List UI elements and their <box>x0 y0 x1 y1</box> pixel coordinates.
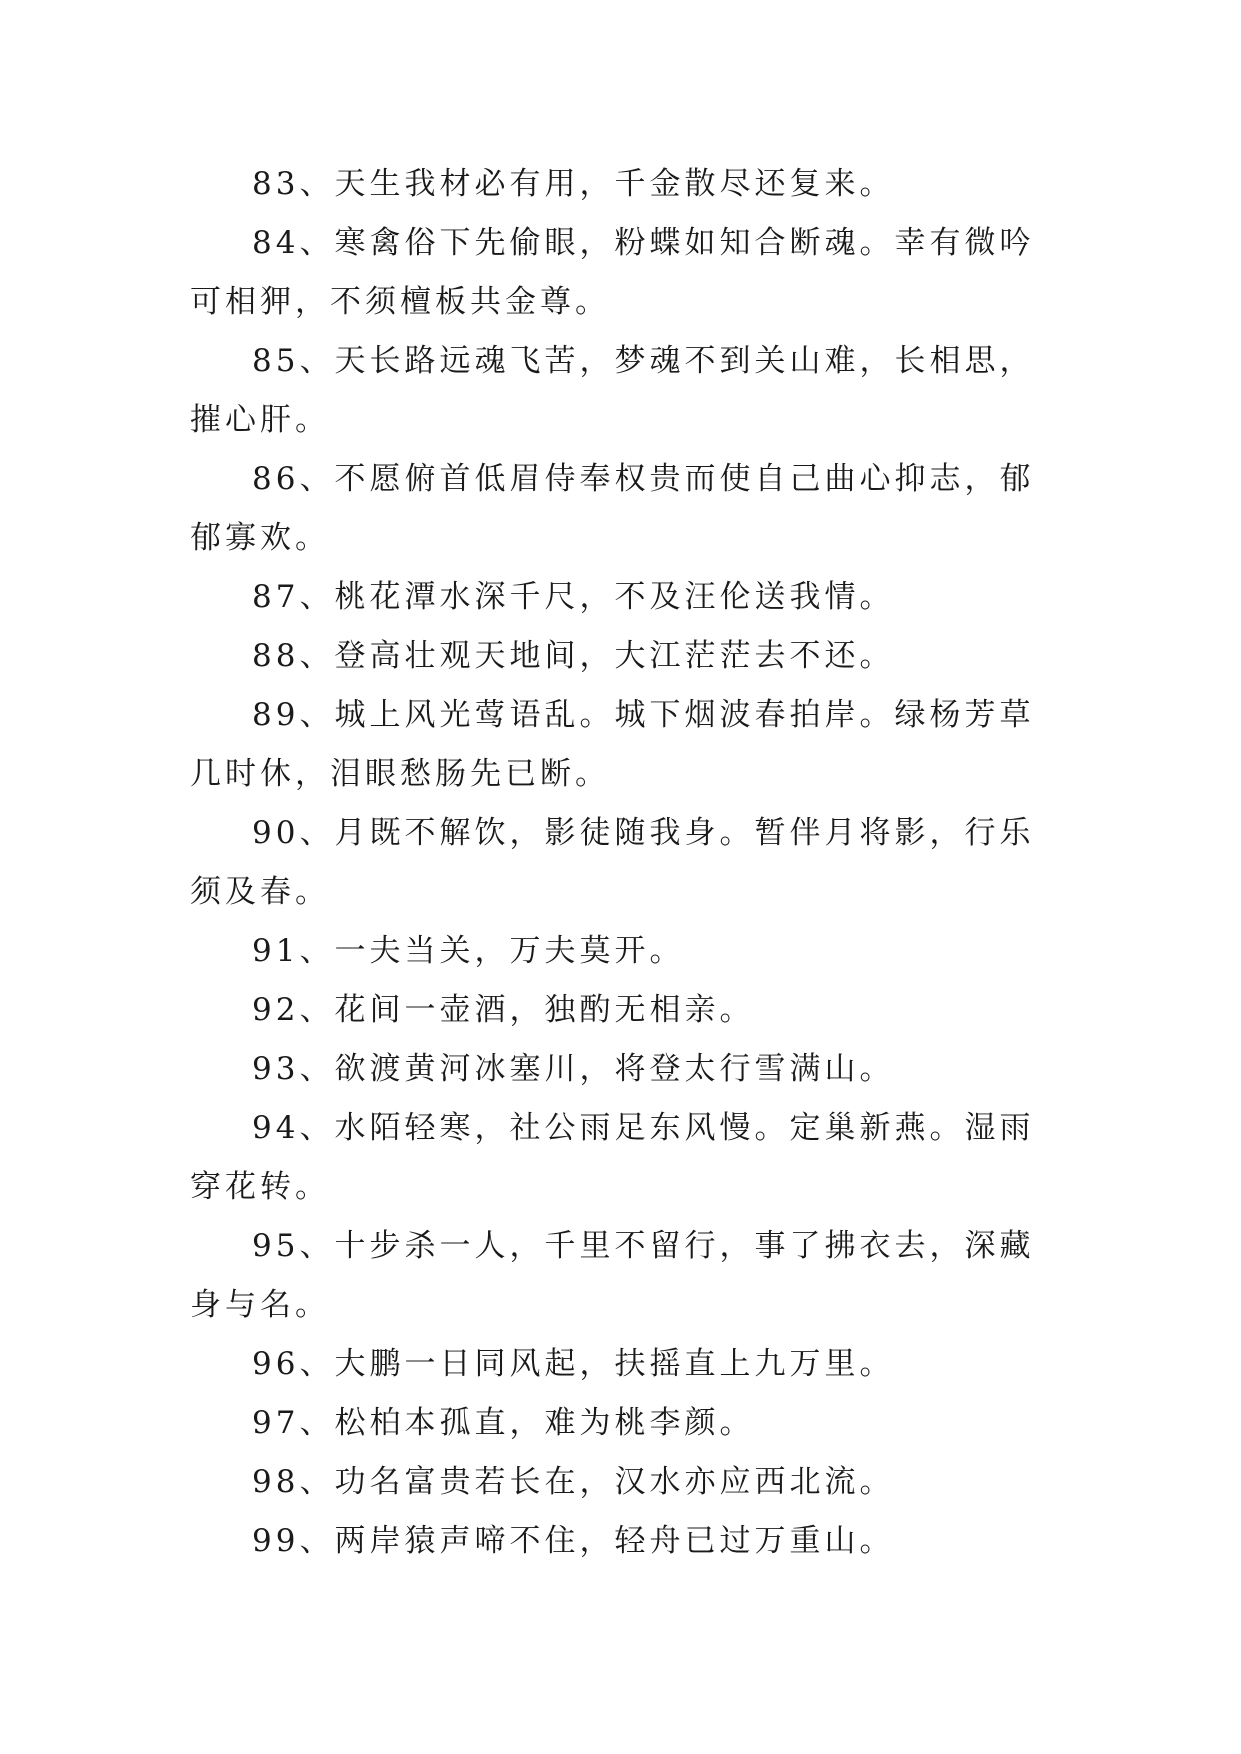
paragraph-96: 96、大鹏一日同风起，扶摇直上九万里。 <box>252 1346 895 1382</box>
paragraph-89: 89、城上风光莺语乱。城下烟波春拍岸。绿杨芳草几时休，泪眼愁肠先已断。 <box>190 697 1035 792</box>
paragraph-99: 99、两岸猿声啼不住，轻舟已过万重山。 <box>252 1523 895 1559</box>
paragraph-94: 94、水陌轻寒，社公雨足东风慢。定巢新燕。湿雨穿花转。 <box>190 1110 1035 1205</box>
paragraph-84: 84、寒禽俗下先偷眼，粉蝶如知合断魂。幸有微吟可相狎，不须檀板共金尊。 <box>190 225 1035 320</box>
paragraph-97: 97、松柏本孤直，难为桃李颜。 <box>252 1405 755 1441</box>
paragraph-91: 91、一夫当关，万夫莫开。 <box>252 933 685 969</box>
paragraph-98: 98、功名富贵若长在，汉水亦应西北流。 <box>252 1464 895 1500</box>
paragraph-88: 88、登高壮观天地间，大江茫茫去不还。 <box>252 638 895 674</box>
paragraph-93: 93、欲渡黄河冰塞川，将登太行雪满山。 <box>252 1051 895 1087</box>
paragraph-92: 92、花间一壶酒，独酌无相亲。 <box>252 992 755 1028</box>
paragraph-87: 87、桃花潭水深千尺，不及汪伦送我情。 <box>252 579 895 615</box>
paragraph-90: 90、月既不解饮，影徒随我身。暂伴月将影，行乐须及春。 <box>190 815 1035 910</box>
paragraph-83: 83、天生我材必有用，千金散尽还复来。 <box>252 166 895 202</box>
paragraph-95: 95、十步杀一人，千里不留行，事了拂衣去，深藏身与名。 <box>190 1228 1035 1323</box>
document-body <box>190 155 1052 1571</box>
paragraph-86: 86、不愿俯首低眉侍奉权贵而使自己曲心抑志，郁郁寡欢。 <box>190 461 1035 556</box>
paragraph-85: 85、天长路远魂飞苦，梦魂不到关山难，长相思，摧心肝。 <box>190 343 1035 438</box>
